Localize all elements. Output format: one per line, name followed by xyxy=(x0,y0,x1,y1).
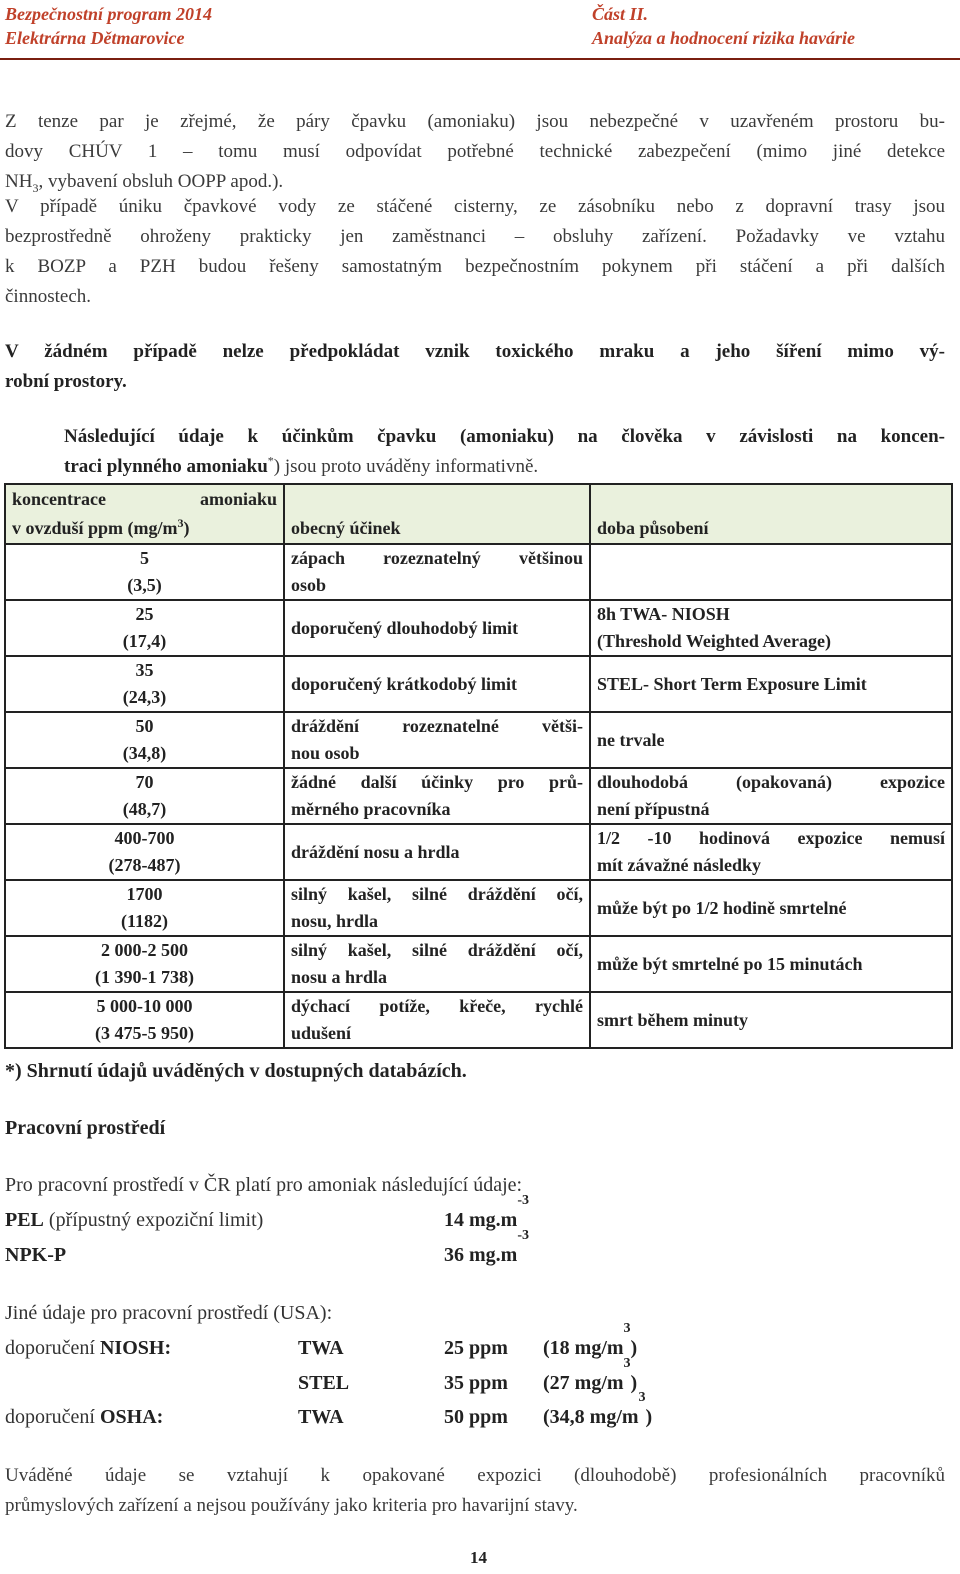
npk-value-sup: -3 xyxy=(517,1228,529,1244)
duration-cell xyxy=(590,600,952,656)
pel-label-rest: (přípustný expoziční limit) xyxy=(43,1209,264,1231)
concentration-mg: (24,3) xyxy=(122,687,167,707)
niosh-twa-label: TWA xyxy=(298,1337,344,1359)
effect-line: dýchací potíže, křeče, rychlé xyxy=(291,996,583,1016)
concentration-cell xyxy=(5,600,284,656)
concentration-ppm: 70 xyxy=(135,772,154,792)
intro-bold-part: traci plynného amoniaku xyxy=(64,456,268,477)
concentration-mg: (278-487) xyxy=(108,855,181,875)
osha-twa-label: TWA xyxy=(298,1406,344,1428)
header-plant-name: Elektrárna Dětmarovice xyxy=(5,28,185,48)
npk-label: NPK-P xyxy=(5,1244,67,1266)
niosh-label xyxy=(5,1337,171,1360)
paragraph-line: k BOZP a PZH budou řešeny samostatným bezpečnostním pokynem při stáčení a při dalších xyxy=(5,256,945,277)
table-row xyxy=(5,824,952,880)
effect-cell xyxy=(284,544,590,600)
concentration-cell xyxy=(5,656,284,712)
duration-line: smrt během minuty xyxy=(597,1009,748,1030)
concentration-ppm: 5 000-10 000 xyxy=(96,996,193,1016)
table-row xyxy=(5,544,952,600)
paragraph-line: Uváděné údaje se vztahují k opakované expozici (dlouhodobě) profesionálních pracovníků xyxy=(5,1465,945,1486)
paragraph-line: průmyslových zařízení a nejsou používány jako kriteria pro havarijní stavy. xyxy=(5,1495,578,1516)
osha-twa-sup: 3 xyxy=(638,1390,646,1406)
concentration-mg: (34,8) xyxy=(122,743,167,763)
duration-line: může být po 1/2 hodině smrtelné xyxy=(597,897,847,918)
duration-line: 1/2 -10 hodinová expozice nemusí xyxy=(597,828,945,848)
table-row xyxy=(5,656,952,712)
paragraph-vapor-danger xyxy=(5,107,945,197)
concentration-mg: (48,7) xyxy=(122,799,167,819)
concentration-cell xyxy=(5,936,284,992)
effect-cell xyxy=(284,712,590,768)
osha-label xyxy=(5,1406,163,1429)
formula-subscript: 3 xyxy=(32,180,39,195)
effect-line: doporučený krátkodobý limit xyxy=(291,673,518,694)
concentration-cell xyxy=(5,544,284,600)
duration-line: STEL- Short Term Exposure Limit xyxy=(597,673,867,694)
effect-cell xyxy=(284,880,590,936)
concentration-ppm: 35 xyxy=(135,660,154,680)
intro-rest: ) jsou proto uváděny informativně. xyxy=(273,456,539,477)
duration-line: dlouhodobá (opakovaná) expozice xyxy=(597,772,945,792)
header-program-title: Bezpečnostní program 2014 xyxy=(5,4,213,24)
duration-cell xyxy=(590,544,952,600)
pel-value-text: 14 mg.m xyxy=(444,1209,518,1231)
effect-line: nou osob xyxy=(291,743,360,763)
table-header-row xyxy=(5,484,952,544)
paragraph-table-intro xyxy=(64,422,945,482)
effect-line: silný kašel, silné dráždění očí, xyxy=(291,884,583,904)
header-concentration xyxy=(5,484,284,544)
concentration-ppm: 400-700 xyxy=(114,828,175,848)
header-part: Část II. xyxy=(592,4,649,24)
niosh-stel-mg-text: (27 mg/m xyxy=(543,1372,624,1394)
concentration-ppm: 5 xyxy=(140,548,149,568)
paragraph-closing xyxy=(5,1461,945,1521)
concentration-mg: (17,4) xyxy=(122,631,167,651)
pel-label xyxy=(5,1209,263,1232)
footnote-marker: * xyxy=(267,453,274,468)
cz-intro-text: Pro pracovní prostředí v ČR platí pro amoniak následující údaje: xyxy=(5,1174,523,1196)
niosh-twa-close: ) xyxy=(630,1337,638,1359)
concentration-ppm: 25 xyxy=(135,604,154,624)
effect-line: osob xyxy=(291,575,327,595)
osha-org: OSHA: xyxy=(99,1406,164,1428)
duration-cell xyxy=(590,824,952,880)
npk-value xyxy=(444,1228,529,1267)
paragraph-line xyxy=(64,452,945,482)
niosh-org: NIOSH: xyxy=(99,1337,172,1359)
concentration-cell xyxy=(5,880,284,936)
effect-line: dráždění nosu a hrdla xyxy=(291,841,460,862)
header-concentration-line2 xyxy=(12,514,277,543)
header-left xyxy=(5,2,405,50)
concentration-cell xyxy=(5,824,284,880)
section-heading: Pracovní prostředí xyxy=(5,1117,166,1139)
header-divider xyxy=(0,58,960,60)
concentration-mg: (1 390-1 738) xyxy=(95,967,194,987)
duration-cell xyxy=(590,656,952,712)
niosh-prefix: doporučení xyxy=(5,1337,100,1359)
header-concentration-line1: koncentrace amoniaku xyxy=(12,489,277,509)
niosh-twa-mg-text: (18 mg/m xyxy=(543,1337,624,1359)
table-row xyxy=(5,600,952,656)
table-row xyxy=(5,992,952,1048)
effect-line: měrného pracovníka xyxy=(291,799,451,819)
ammonia-effects-table xyxy=(4,483,953,1049)
paragraph-line: V případě úniku čpavkové vody ze stáčené cisterny, ze zásobníku nebo z dopravní trasy jsou xyxy=(5,196,945,217)
niosh-stel-label: STEL xyxy=(298,1372,350,1394)
effect-line: doporučený dlouhodobý limit xyxy=(291,617,519,638)
niosh-stel-mg xyxy=(543,1356,638,1395)
duration-line: může být smrtelné po 15 minutách xyxy=(597,953,863,974)
osha-twa-ppm: 50 ppm xyxy=(444,1406,508,1428)
effect-cell xyxy=(284,768,590,824)
header-unit-sup: 3 xyxy=(177,516,184,530)
header-unit-text: v ovzduší ppm (mg/m xyxy=(12,518,178,538)
paragraph-line: robní prostory. xyxy=(5,371,127,392)
usa-intro-text: Jiné údaje pro pracovní prostředí (USA): xyxy=(5,1302,333,1324)
concentration-mg: (1182) xyxy=(121,911,168,931)
table-row xyxy=(5,880,952,936)
effect-cell xyxy=(284,936,590,992)
concentration-ppm: 50 xyxy=(135,716,154,736)
osha-prefix: doporučení xyxy=(5,1406,100,1428)
pel-label-bold: PEL xyxy=(5,1209,44,1231)
duration-cell xyxy=(590,936,952,992)
effect-line: žádné další účinky pro prů- xyxy=(291,772,583,792)
niosh-stel-sup: 3 xyxy=(623,1356,631,1372)
effect-line: dráždění rozeznatelné větši- xyxy=(291,716,583,736)
effect-cell xyxy=(284,992,590,1048)
paragraph-line: Z tenze par je zřejmé, že páry čpavku (amoniaku) jsou nebezpečné v uzavřeném prostoru bu- xyxy=(5,111,945,132)
effect-cell xyxy=(284,600,590,656)
niosh-stel-ppm: 35 ppm xyxy=(444,1372,508,1394)
paragraph-no-toxic-cloud xyxy=(5,337,945,397)
header-section-title: Analýza a hodnocení rizika havárie xyxy=(592,28,856,48)
duration-line: není přípustná xyxy=(597,799,710,819)
table-row xyxy=(5,712,952,768)
header-effect: obecný účinek xyxy=(284,484,590,544)
paragraph-line: V žádném případě nelze předpokládat vznik toxického mraku a jeho šíření mimo vý- xyxy=(5,341,945,362)
concentration-ppm: 1700 xyxy=(126,884,163,904)
duration-cell xyxy=(590,712,952,768)
effect-cell xyxy=(284,656,590,712)
concentration-cell xyxy=(5,768,284,824)
table-body xyxy=(5,544,952,1048)
paragraph-line: činnostech. xyxy=(5,286,92,307)
header-right xyxy=(592,2,952,50)
effect-line: udušení xyxy=(291,1023,352,1043)
duration-cell xyxy=(590,768,952,824)
pel-value-sup: -3 xyxy=(517,1193,529,1209)
header-unit-close: ) xyxy=(183,518,190,538)
duration-cell xyxy=(590,880,952,936)
effect-cell xyxy=(284,824,590,880)
duration-cell xyxy=(590,992,952,1048)
osha-twa-mg xyxy=(543,1390,653,1429)
paragraph-line: bezprostředně ohroženy prakticky jen zaměstnanci – obsluhy zařízení. Požadavky ve vztahu xyxy=(5,226,945,247)
concentration-mg: (3,5) xyxy=(127,575,162,595)
paragraph-line: dovy CHÚV 1 – tomu musí odpovídat potřebné technické zabezpečení (mimo jiné detekce xyxy=(5,141,945,162)
niosh-twa-sup: 3 xyxy=(623,1321,631,1337)
effect-line: nosu, hrdla xyxy=(291,911,379,931)
table-footnote: *) Shrnutí údajů uváděných v dostupných databázích. xyxy=(5,1060,467,1082)
niosh-stel-close: ) xyxy=(630,1372,638,1394)
header-duration: doba působení xyxy=(590,484,952,544)
concentration-cell xyxy=(5,992,284,1048)
paragraph-leak-cistern xyxy=(5,192,945,312)
concentration-cell xyxy=(5,712,284,768)
osha-twa-close: ) xyxy=(645,1406,653,1428)
duration-line: 8h TWA- NIOSH xyxy=(597,604,730,624)
table-row xyxy=(5,936,952,992)
effect-line: silný kašel, silné dráždění očí, xyxy=(291,940,583,960)
duration-line: mít závažné následky xyxy=(597,855,761,875)
concentration-ppm: 2 000-2 500 xyxy=(101,940,188,960)
paragraph-line: Následující údaje k účinkům čpavku (amoniaku) na člověka v závislosti na koncen- xyxy=(64,426,945,447)
concentration-mg: (3 475-5 950) xyxy=(95,1023,194,1043)
osha-twa-mg-text: (34,8 mg/m xyxy=(543,1406,639,1428)
duration-line: ne trvale xyxy=(597,729,665,750)
table-row xyxy=(5,768,952,824)
npk-value-text: 36 mg.m xyxy=(444,1244,518,1266)
page-header xyxy=(0,0,960,58)
formula-rest: , vybavení obsluh OOPP apod.). xyxy=(38,171,284,192)
formula-nh: NH xyxy=(5,171,33,192)
duration-line: (Threshold Weighted Average) xyxy=(597,631,831,651)
niosh-twa-ppm: 25 ppm xyxy=(444,1337,508,1359)
page-number: 14 xyxy=(470,1548,487,1567)
effect-line: zápach rozeznatelný většinou xyxy=(291,548,583,568)
effect-line: nosu a hrdla xyxy=(291,967,388,987)
